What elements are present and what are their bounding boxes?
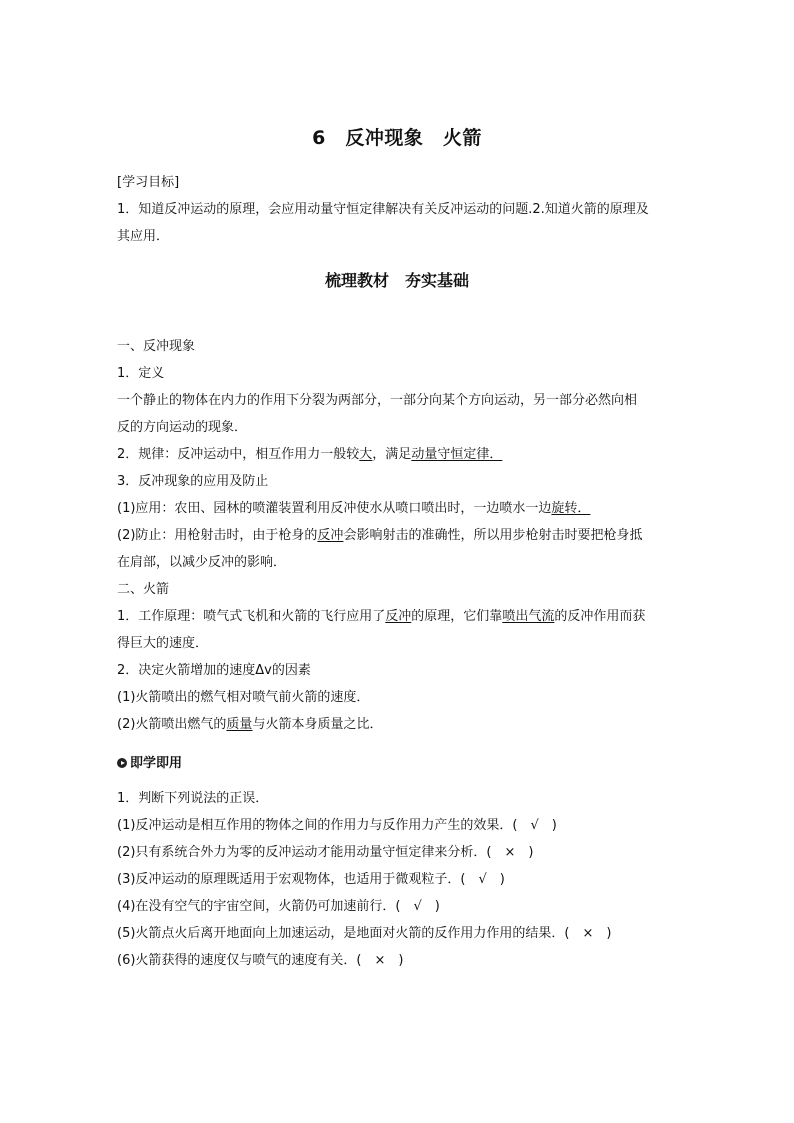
factor-2-text: (2)火箭喷出燃气的 [117,717,227,732]
judge-item-2-answer: ( × ) [486,845,534,860]
judge-item-3-text: (3)反冲运动的原理既适用于宏观物体，也适用于微观粒子． [117,872,461,887]
principle-answer-2: 喷出气流 [502,609,555,624]
judge-item-3-answer: ( √ ) [460,872,505,887]
factor-2-answer: 质量 [226,717,253,732]
application-2 [117,527,687,545]
objectives-label: [学习目标] [117,175,180,190]
part1-heading: 一、反冲现象 [117,339,196,354]
application-1-answer: 旋转． [551,501,591,516]
practice-label: 即学即用 [130,756,183,771]
judge-item-4 [117,898,687,916]
application-2-text: (2)防止：用枪射击时，由于枪身的 [117,528,318,543]
application-1 [117,500,687,518]
objectives-line-1: 1．知道反冲运动的原理，会应用动量守恒定律解决有关反冲运动的问题.2.知道火箭的原理及 [117,202,649,217]
play-icon [117,758,127,768]
judge-item-5 [117,925,687,943]
judge-item-5-answer: ( × ) [564,926,612,941]
factors-label: 2．决定火箭增加的速度Δv的因素 [117,663,311,678]
part2-heading: 二、火箭 [117,582,170,597]
judge-item-3 [117,871,687,889]
definition-line-2: 反的方向运动的现象． [117,420,248,435]
application-2-text-post: 会影响射击的准确性，所以用步枪射击时要把枪身抵 [343,528,643,543]
judge-item-2-text: (2)只有系统合外力为零的反冲运动才能用动量守恒定律来分析． [117,845,487,860]
judge-item-4-text: (4)在没有空气的宇宙空间，火箭仍可加速前行． [117,899,396,914]
judge-item-1-text: (1)反冲运动是相互作用的物体之间的作用力与反作用力产生的效果． [117,818,513,833]
principle-text: 1．工作原理：喷气式飞机和火箭的飞行应用了 [117,609,386,624]
rule-answer-2: 动量守恒定律． [411,447,503,462]
factor-2-text-post: 与火箭本身质量之比． [252,717,383,732]
page-title: 6 反冲现象 火箭 [312,127,482,149]
principle-line-2: 得巨大的速度． [117,636,209,651]
rule-line [117,446,687,464]
section-heading: 梳理教材 夯实基础 [324,271,469,290]
principle-line [117,608,687,626]
definition-label: 1．定义 [117,366,165,381]
judge-item-6-answer: ( × ) [356,953,404,968]
judge-item-1-answer: ( √ ) [512,818,557,833]
practice-heading [117,755,687,773]
judge-item-5-text: (5)火箭点火后离开地面向上加速运动，是地面对火箭的反作用力作用的结果． [117,926,565,941]
rule-text: 2．规律：反冲运动中，相互作用力一般较 [117,447,360,462]
judge-item-6-text: (6)火箭获得的速度仅与喷气的速度有关． [117,953,357,968]
factor-1: (1)火箭喷出的燃气相对喷气前火箭的速度． [117,690,370,705]
judge-item-2 [117,844,687,862]
principle-text-mid: 的原理，它们靠 [411,609,503,624]
application-1-text: (1)应用：农田、园林的喷灌装置利用反冲使水从喷口喷出时，一边喷水一边 [117,501,552,516]
judge-item-1 [117,817,687,835]
application-2-answer: 反冲 [317,528,344,543]
judge-item-4-answer: ( √ ) [395,899,440,914]
principle-text-post: 的反冲作用而获 [554,609,646,624]
application-label: 3．反冲现象的应用及防止 [117,474,269,489]
application-2-line-2: 在肩部，以减少反冲的影响． [117,555,287,570]
principle-answer-1: 反冲 [385,609,412,624]
judge-item-6 [117,952,687,970]
question-label: 1．判断下列说法的正误． [117,791,269,806]
objectives-line-2: 其应用． [117,229,170,244]
factor-2 [117,716,687,734]
rule-text-mid: ，满足 [372,447,412,462]
definition-line-1: 一个静止的物体在内力的作用下分裂为两部分，一部分向某个方向运动，另一部分必然向相 [117,393,638,408]
rule-answer-1: 大 [359,447,373,462]
